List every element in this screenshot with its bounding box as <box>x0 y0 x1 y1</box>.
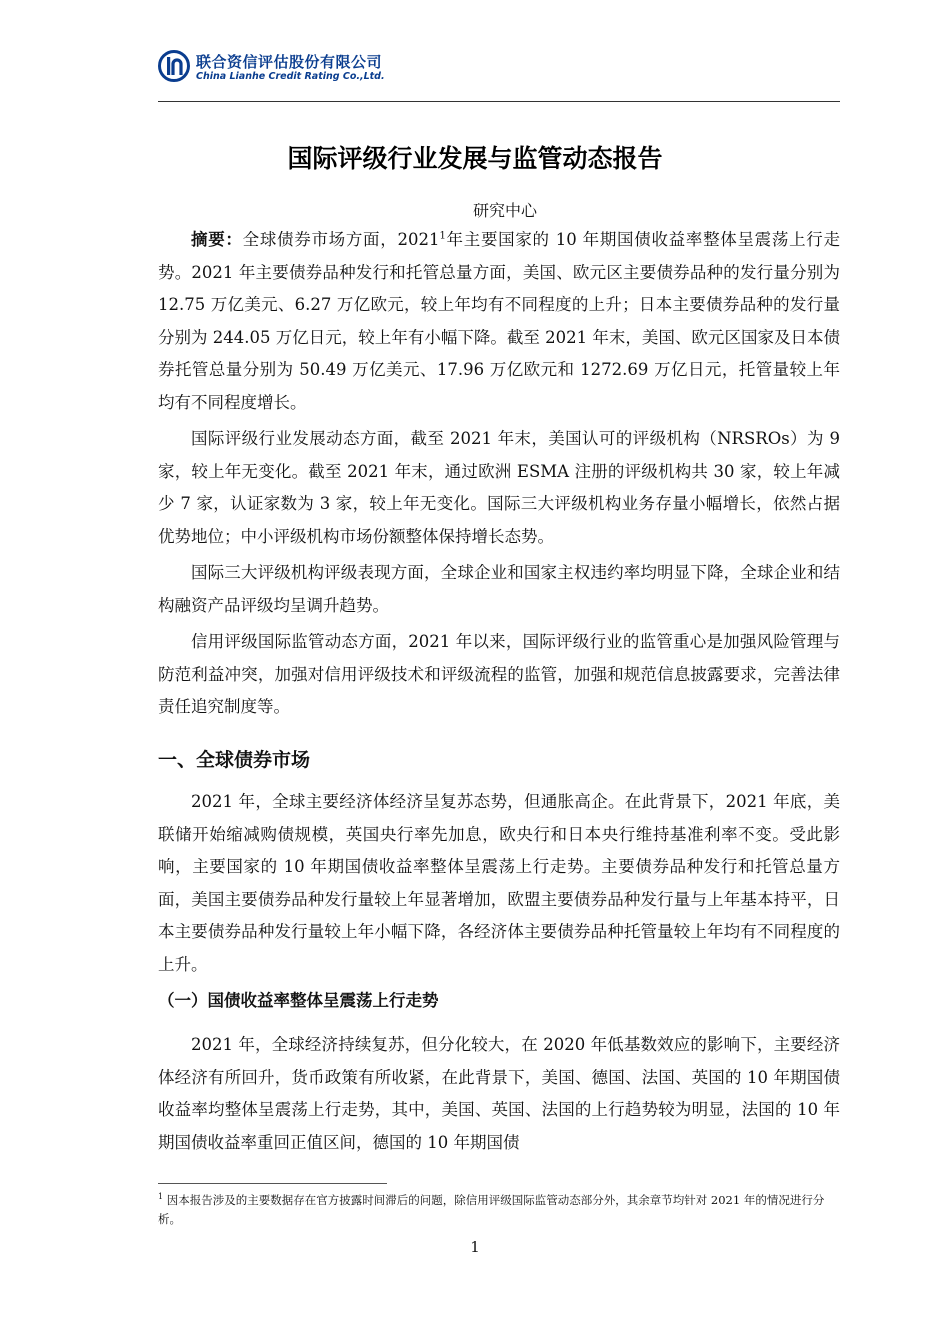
subsection-1-1-body <box>158 1029 840 1159</box>
abstract-text-a: 全球债券市场方面，2021 <box>242 230 440 249</box>
abstract-paragraph-2: 国际评级行业发展动态方面，截至 2021 年末，美国认可的评级机构（NRSROs）为 9 家，较上年无变化。截至 2021 年末，通过欧洲 ESMA 注册的评级机构共 30 家，较上年减少 7 家，认证家数为 3 家，较上年无变化。国际三大评级机构业务存量小幅增长，依然占据优势地位；中小评级机构市场份额整体保持增长态势。 <box>158 429 840 546</box>
abstract-section <box>158 224 840 724</box>
company-name-en: China Lianhe Credit Rating Co.,Ltd. <box>196 71 385 82</box>
header-divider <box>158 101 840 102</box>
page-number: 1 <box>470 1238 480 1256</box>
company-name-cn: 联合资信评估股份有限公司 <box>196 53 383 71</box>
subsection-heading-1-1: （一）国债收益率整体呈震荡上行走势 <box>158 991 439 1010</box>
footnote-marker: 1 <box>158 1192 164 1202</box>
document-title: 国际评级行业发展与监管动态报告 <box>287 144 663 173</box>
footnote-ref[interactable]: 1 <box>439 230 446 242</box>
abstract-paragraph-3: 国际三大评级机构评级表现方面，全球企业和国家主权违约率均明显下降，全球企业和结构融资产品评级均呈调升趋势。 <box>158 563 840 615</box>
section-heading-1: 一、全球债券市场 <box>158 749 311 771</box>
abstract-paragraph-1 <box>158 224 840 419</box>
abstract-text-b: 年主要国家的 10 年期国债收益率整体呈震荡上行走势。2021 年主要债券品种发行和托管总量方面，美国、欧元区主要债券品种的发行量分别为 12.75 万亿美元、6.27 万亿欧元，较上年均有不同程度的上升；日本主要债券品种的发行量分别为 244.05 万亿日元，较上年有小幅下降。截至 2021 年末，美国、欧元区国家及日本债券托管总量分别为 50.49 万亿美元、17.96 万亿欧元和 1272.69 万亿日元，托管量较上年均有不同程度增长。 <box>158 230 840 412</box>
abstract-lead: 摘要： <box>191 230 243 249</box>
section-1-body <box>158 786 840 981</box>
section-1-paragraph: 2021 年，全球主要经济体经济呈复苏态势，但通胀高企。在此背景下，2021 年底，美联储开始缩减购债规模，英国央行率先加息，欧央行和日本央行维持基准利率不变。受此影响，主要国家的 10 年期国债收益率整体呈震荡上行走势。主要债券品种发行和托管总量方面，美国主要债券品种发行量较上年显著增加，欧盟主要债券品种发行量与上年基本持平，日本主要债券品种发行量较上年小幅下降，各经济体主要债券品种托管量较上年均有不同程度的上升。 <box>158 792 840 974</box>
footnote-text: 因本报告涉及的主要数据存在官方披露时间滞后的问题，除信用评级国际监管动态部分外，其余章节均针对 2021 年的情况进行分析。 <box>158 1193 825 1226</box>
document-author: 研究中心 <box>472 201 537 220</box>
footnote <box>158 1191 840 1229</box>
subsection-1-1-paragraph: 2021 年，全球经济持续复苏，但分化较大，在 2020 年低基数效应的影响下，主要经济体经济有所回升，货币政策有所收紧，在此背景下，美国、德国、法国、英国的 10 年期国债收益率均整体呈震荡上行走势，其中，美国、英国、法国的上行趋势较为明显，法国的 10 年期国债收益率重回正值区间，德国的 10 年期国债 <box>158 1035 840 1152</box>
lianhe-logo-icon <box>158 50 190 82</box>
page-header <box>158 48 840 88</box>
abstract-paragraph-4: 信用评级国际监管动态方面，2021 年以来，国际评级行业的监管重心是加强风险管理与防范利益冲突，加强对信用评级技术和评级流程的监管，加强和规范信息披露要求，完善法律责任追究制度等。 <box>158 632 840 716</box>
footnote-divider <box>158 1183 387 1184</box>
